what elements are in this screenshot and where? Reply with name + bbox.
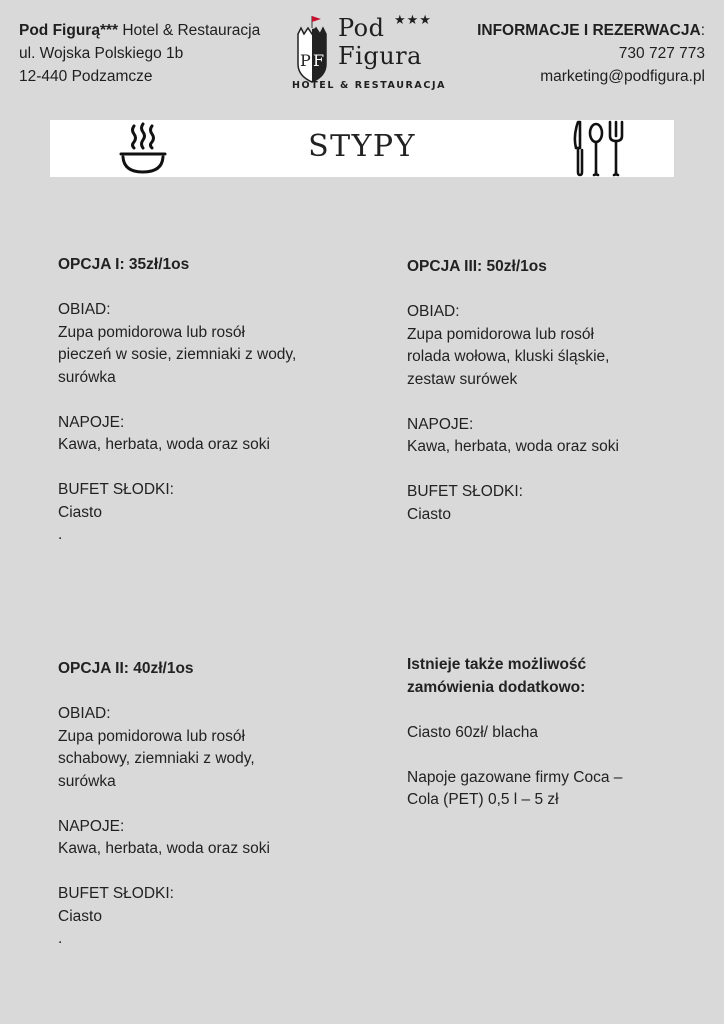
page-title: STYPY bbox=[308, 129, 416, 164]
email-address[interactable]: marketing@podfigura.pl bbox=[540, 68, 705, 85]
option-2 bbox=[58, 658, 358, 951]
bufet-text: Ciasto bbox=[407, 505, 451, 523]
address-city: 12-440 Podzamcze bbox=[19, 68, 153, 85]
hotel-name: Pod Figurą*** bbox=[19, 22, 119, 39]
option-2-title: OPCJA II: 40zł/1os bbox=[58, 660, 194, 677]
napoje-label: NAPOJE: bbox=[58, 817, 125, 835]
hotel-name-line bbox=[19, 19, 260, 42]
obiad-line: schabowy, ziemniaki z wody, bbox=[58, 750, 255, 767]
cutlery-icon bbox=[572, 120, 626, 177]
obiad-line: Zupa pomidorowa lub rosół bbox=[407, 325, 594, 343]
extra-item-drinks: Cola (PET) 0,5 l – 5 zł bbox=[407, 791, 559, 808]
napoje-text: Kawa, herbata, woda oraz soki bbox=[58, 840, 270, 857]
obiad-label: OBIAD: bbox=[58, 705, 111, 722]
napoje-text: Kawa, herbata, woda oraz soki bbox=[58, 436, 270, 453]
monogram-p: P bbox=[300, 51, 311, 70]
trailing-dot: . bbox=[58, 930, 63, 947]
extra-item-cake: Ciasto 60zł/ blacha bbox=[407, 723, 538, 741]
contact-info bbox=[477, 19, 705, 88]
option-3-title: OPCJA III: 50zł/1os bbox=[407, 258, 547, 275]
obiad-line: surówka bbox=[58, 368, 116, 386]
obiad-label: OBIAD: bbox=[407, 303, 460, 320]
napoje-text: Kawa, herbata, woda oraz soki bbox=[407, 438, 619, 455]
obiad-line: pieczeń w sosie, ziemniaki z wody, bbox=[58, 346, 297, 363]
hotel-type: Hotel & Restauracja bbox=[118, 22, 261, 39]
info-heading bbox=[477, 19, 705, 42]
logo-word-figura: Figura bbox=[338, 42, 422, 70]
info-label: INFORMACJE I REZERWACJA bbox=[477, 22, 701, 39]
extra-title-line: zamówienia dodatkowo: bbox=[407, 678, 586, 696]
extra-options bbox=[407, 654, 697, 812]
logo-word-pod: Pod bbox=[338, 14, 385, 42]
info-colon: : bbox=[700, 22, 705, 39]
bufet-label: BUFET SŁODKI: bbox=[58, 481, 174, 498]
extra-item-drinks: Napoje gazowane firmy Coca – bbox=[407, 768, 623, 786]
napoje-label: NAPOJE: bbox=[58, 413, 125, 431]
napoje-label: NAPOJE: bbox=[407, 415, 474, 433]
option-3 bbox=[407, 256, 697, 526]
extra-title-line: Istnieje także możliwość bbox=[407, 656, 587, 673]
logo bbox=[290, 8, 447, 94]
obiad-line: zestaw surówek bbox=[407, 370, 518, 388]
obiad-line: rolada wołowa, kluski śląskie, bbox=[407, 348, 610, 365]
phone-number[interactable]: 730 727 773 bbox=[618, 45, 705, 62]
bufet-text: Ciasto bbox=[58, 907, 102, 925]
address-street: ul. Wojska Polskiego 1b bbox=[19, 45, 184, 62]
option-1 bbox=[58, 254, 358, 547]
option-1-title: OPCJA I: 35zł/1os bbox=[58, 256, 190, 273]
bufet-label: BUFET SŁODKI: bbox=[58, 885, 174, 902]
monogram-f: F bbox=[313, 51, 325, 70]
hotel-address bbox=[19, 19, 260, 88]
obiad-line: Zupa pomidorowa lub rosół bbox=[58, 323, 245, 341]
logo-stars: ★★★ bbox=[394, 12, 432, 27]
title-banner bbox=[50, 120, 674, 177]
bufet-label: BUFET SŁODKI: bbox=[407, 483, 523, 500]
obiad-line: Zupa pomidorowa lub rosół bbox=[58, 727, 245, 745]
shield-logo-icon bbox=[292, 14, 332, 84]
logo-subtitle: HOTEL & RESTAURACJA bbox=[292, 80, 447, 91]
trailing-dot: . bbox=[58, 526, 63, 543]
obiad-line: surówka bbox=[58, 772, 116, 790]
obiad-label: OBIAD: bbox=[58, 301, 111, 318]
bufet-text: Ciasto bbox=[58, 503, 102, 521]
